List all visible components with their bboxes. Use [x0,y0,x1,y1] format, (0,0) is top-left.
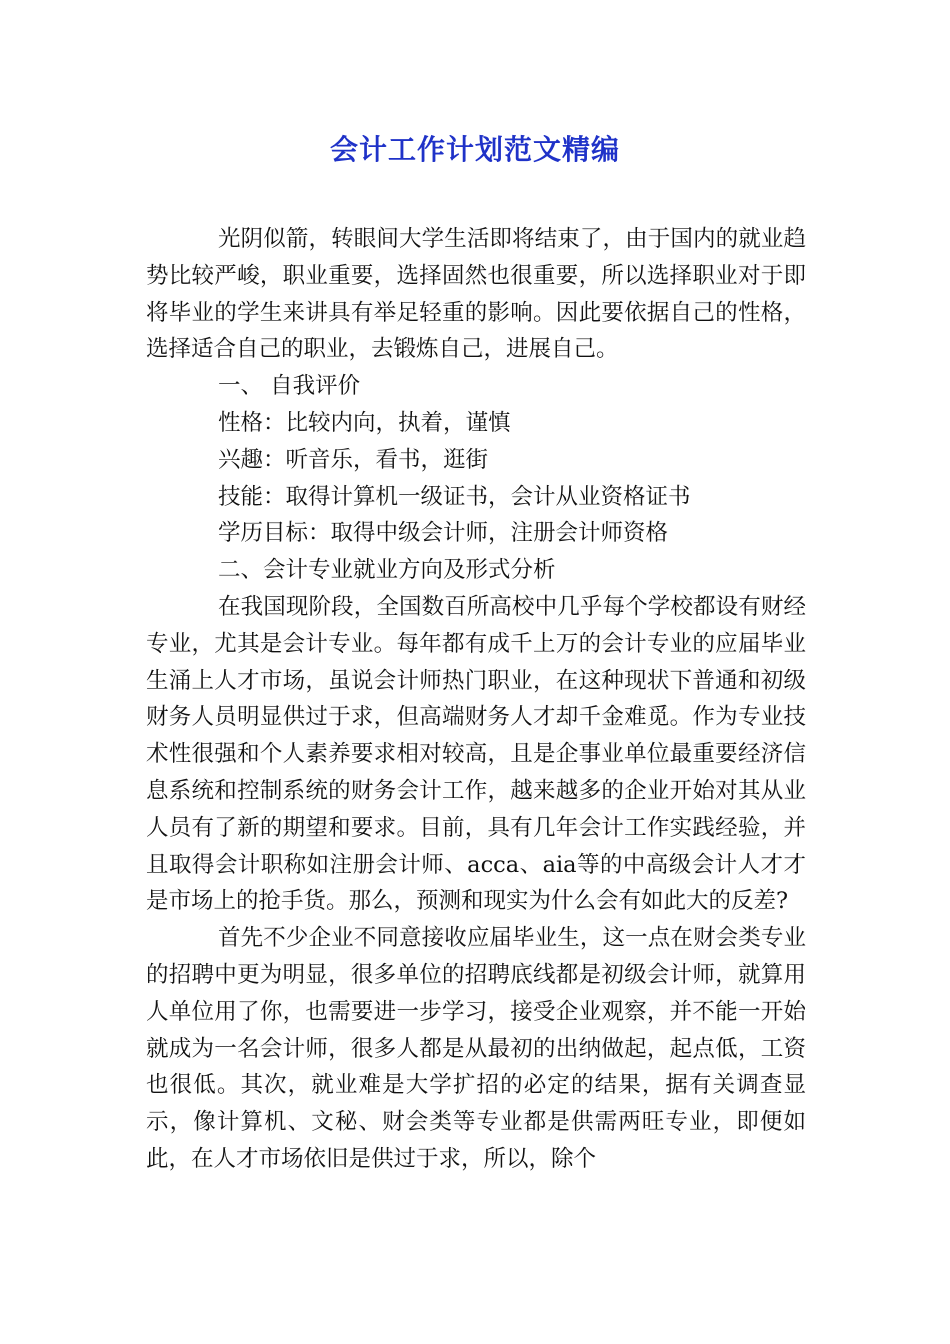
paragraph-reasons: 首先不少企业不同意接收应届毕业生，这一点在财会类专业的招聘中更为明显，很多单位的招聘底线都是初级会计师，就算用人单位用了你，也需要进一步学习，接受企业观察，并不能一开始就成为一名会计师，很多人都是从最初的出纳做起，起点低，工资也很低。其次，就业难是大学扩招的必定的结果，据有关调查显示，像计算机、文秘、财会类等专业都是供需两旺专业，即便如此，在人才市场依旧是供过于求，所以，除个 [146,925,806,1172]
document-title: 会计工作计划范文精编 [329,133,620,166]
list-item-personality: 性格：比较内向，执着，谨慎 [218,409,511,436]
document-body [146,221,806,1178]
list-item-skills: 技能：取得计算机一级证书，会计从业资格证书 [218,483,691,510]
list-item-education-goal: 学历目标：取得中级会计师，注册会计师资格 [218,520,669,547]
section-heading-self-evaluation: 一、 自我评价 [218,373,361,400]
paragraph-employment-situation: 在我国现阶段，全国数百所高校中几乎每个学校都设有财经专业，尤其是会计专业。每年都有成千上万的会计专业的应届毕业生涌上人才市场，虽说会计师热门职业，在这种现状下普通和初级财务人员明显供过于求，但高端财务人才却千金难觅。作为专业技术性很强和个人素养要求相对较高，且是企事业单位最重要经济信息系统和控制系统的财务会计工作，越来越多的企业开始对其从业人员有了新的期望和要求。目前，具有几年会计工作实践经验，并且取得会计职称如注册会计师、acca、aia等的中高级会计人才才是市场上的抢手货。那么，预测和现实为什么会有如此大的反差? [146,593,806,915]
list-item-interests: 兴趣：听音乐，看书，逛街 [218,446,489,473]
section-heading-employment-analysis: 二、会计专业就业方向及形式分析 [218,557,556,584]
paragraph-intro: 光阴似箭，转眼间大学生活即将结束了，由于国内的就业趋势比较严峻，职业重要，选择固然也很重要，所以选择职业对于即将毕业的学生来讲具有举足轻重的影响。因此要依据自己的性格，选择适合自己的职业，去锻炼自己，进展自己。 [146,226,806,363]
